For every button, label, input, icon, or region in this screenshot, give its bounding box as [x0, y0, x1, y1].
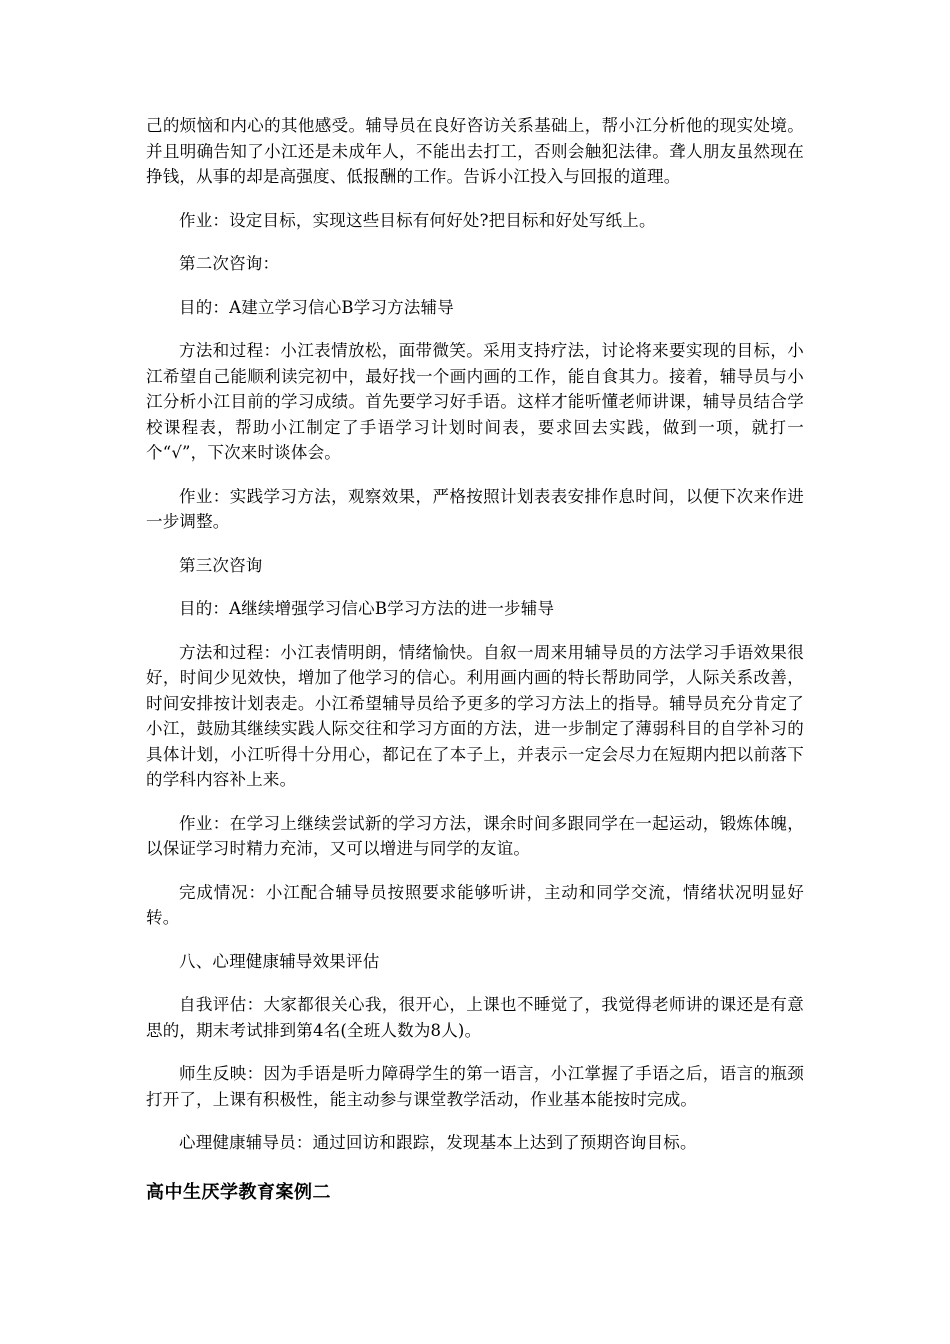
paragraph-homework-2: 作业：实践学习方法，观察效果，严格按照计划表表安排作息时间，以便下次来作进一步调整。 — [146, 486, 804, 531]
paragraph-purpose-2: 目的：A建立学习信心B学习方法辅导 — [179, 297, 454, 317]
paragraph-continuation: 己的烦恼和内心的其他感受。辅导员在良好咨访关系基础上，帮小江分析他的现实处境。并且明确告知了小江还是未成年人，不能出去打工，否则会触犯法律。聋人朋友虽然现在挣钱，从事的却是高强度、低报酬的工作。告诉小江投入与回报的道理。 — [146, 116, 804, 186]
paragraph-homework-1: 作业：设定目标，实现这些目标有何好处?把目标和好处写纸上。 — [179, 210, 656, 230]
paragraph-second-session: 第二次咨询： — [179, 254, 280, 273]
paragraph-purpose-3: 目的：A继续增强学习信心B学习方法的进一步辅导 — [179, 599, 555, 618]
case-heading: 高中生厌学教育案例二 — [146, 1181, 331, 1203]
paragraph-method-3: 方法和过程：小江表情明朗，情绪愉快。自叙一周来用辅导员的方法学习手语效果很好，时间少见效快，增加了他学习的信心。利用画内画的特长帮助同学，人际关系改善，时间安排按计划表走。小江希望辅导员给予更多的学习方法上的指导。辅导员充分肯定了小江，鼓励其继续实践人际交往和学习方面的方法，进一步制定了薄弱科目的自学补习的具体计划，小江听得十分用心，都记在了本子上，并表示一定会尽力在短期内把以前落下的学科内容补上来。 — [146, 642, 804, 789]
paragraph-completion: 完成情况：小江配合辅导员按照要求能够听讲，主动和同学交流，情绪状况明显好转。 — [146, 882, 804, 927]
paragraph-counselor-conclusion: 心理健康辅导员：通过回访和跟踪，发现基本上达到了预期咨询目标。 — [179, 1133, 697, 1152]
section-heading-evaluation: 八、心理健康辅导效果评估 — [179, 951, 380, 971]
paragraph-self-evaluation: 自我评估：大家都很关心我，很开心，上课也不睡觉了，我觉得老师讲的课还是有意思的，期末考试排到第4名(全班人数为8人)。 — [146, 995, 804, 1040]
paragraph-third-session: 第三次咨询 — [179, 555, 263, 575]
paragraph-homework-3: 作业：在学习上继续尝试新的学习方法，课余时间多跟同学在一起运动，锻炼体魄，以保证学习时精力充沛，又可以增进与同学的友谊。 — [146, 813, 804, 858]
paragraph-method-2: 方法和过程：小江表情放松，面带微笑。采用支持疗法，讨论将来要实现的目标，小江希望自己能顺利读完初中，最好找一个画内画的工作，能自食其力。接着，辅导员与小江分析小江目前的学习成绩。首先要学习好手语。这样才能听懂老师讲课，辅导员结合学校课程表，帮助小江制定了手语学习计划时间表，要求回去实践，做到一项，就打一个“√”，下次来时谈体会。 — [146, 341, 804, 462]
paragraph-teacher-feedback: 师生反映：因为手语是听力障碍学生的第一语言，小江掌握了手语之后，语言的瓶颈打开了，上课有积极性，能主动参与课堂教学活动，作业基本能按时完成。 — [146, 1064, 804, 1109]
